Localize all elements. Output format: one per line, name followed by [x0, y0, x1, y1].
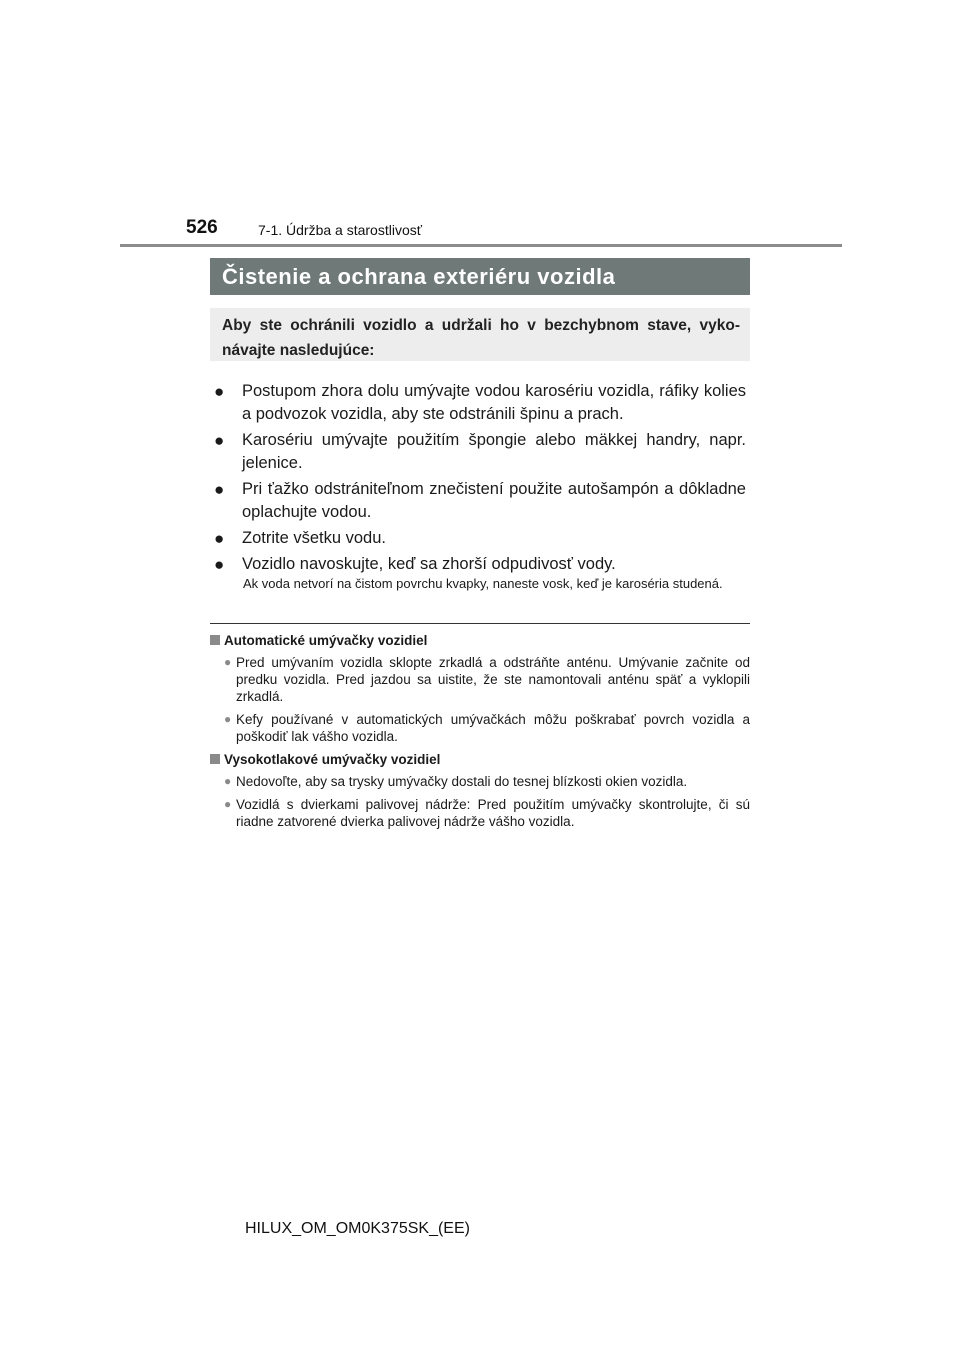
list-item-text: Postupom zhora dolu umývajte vodou karosériu vozidla, ráfiky kolies a podvozok vozidla, aby ste odstránili špinu a prach. [242, 382, 746, 423]
sub-list-item-text: Pred umývaním vozidla sklopte zrkadlá a odstráňte anténu. Umývanie začnite od predku vozidla. Pred jazdou sa uistite, že ste namontovali anténu späť a vyklopili zrkadlá. [236, 655, 750, 704]
bullet-icon: ● [224, 797, 232, 811]
list-item [214, 429, 746, 475]
sub-list-item [210, 654, 750, 705]
list-item-text: Karosériu umývajte použitím špongie alebo mäkkej handry, napr. jelenice. [242, 431, 746, 472]
list-item [214, 527, 746, 550]
divider [210, 623, 750, 624]
list-item [214, 478, 746, 524]
sub-section-high-pressure-washers [210, 751, 750, 830]
title-banner: Čistenie a ochrana exteriéru vozidla [210, 258, 750, 295]
bullet-icon: ● [214, 480, 225, 499]
sub-list-item-text: Nedovoľte, aby sa trysky umývačky dostali do tesnej blízkosti okien vozidla. [236, 774, 688, 789]
bullet-icon: ● [224, 774, 232, 788]
note-text: Ak voda netvorí na čistom povrchu kvapky, naneste vosk, keď je karoséria studená. [243, 576, 723, 591]
main-list [214, 380, 746, 579]
square-bullet-icon [210, 635, 220, 645]
sub-list-item-text: Vozidlá s dvierkami palivovej nádrže: Pred použitím umývačky skontrolujte, či sú riadne zatvorené dvierka palivovej nádrže vášho vozidla. [236, 797, 750, 829]
bullet-icon: ● [214, 529, 225, 548]
sub-heading [210, 751, 750, 769]
sub-heading-text: Vysokotlakové umývačky vozidiel [224, 752, 441, 767]
header-rule [120, 244, 842, 247]
section-label: 7-1. Údržba a starostlivosť [258, 222, 422, 238]
sub-list-item [210, 773, 750, 790]
sub-heading [210, 632, 750, 650]
bullet-icon: ● [214, 555, 225, 574]
list-item [214, 380, 746, 426]
intro-box: Aby ste ochránili vozidlo a udržali ho v bezchybnom stave, vyko-návajte nasledujúce: [210, 308, 750, 361]
list-item-text: Pri ťažko odstrániteľnom znečistení použite autošampón a dôkladne oplachujte vodou. [242, 480, 746, 521]
bullet-icon: ● [214, 431, 225, 450]
footer-code: HILUX_OM_OM0K375SK_(EE) [245, 1220, 470, 1237]
page-number: 526 [186, 217, 218, 238]
list-item [214, 553, 746, 576]
square-bullet-icon [210, 754, 220, 764]
sub-list-item-text: Kefy používané v automatických umývačkách môžu poškrabať povrch vozidla a poškodiť lak vášho vozidla. [236, 712, 750, 744]
bullet-icon: ● [224, 655, 232, 669]
sub-list-item [210, 711, 750, 745]
list-item-text: Zotrite všetku vodu. [242, 529, 386, 547]
sub-section-automatic-washers [210, 632, 750, 745]
sub-list-item [210, 796, 750, 830]
list-item-text: Vozidlo navoskujte, keď sa zhorší odpudivosť vody. [242, 555, 616, 573]
sub-heading-text: Automatické umývačky vozidiel [224, 633, 428, 648]
bullet-icon: ● [214, 382, 225, 401]
bullet-icon: ● [224, 712, 232, 726]
